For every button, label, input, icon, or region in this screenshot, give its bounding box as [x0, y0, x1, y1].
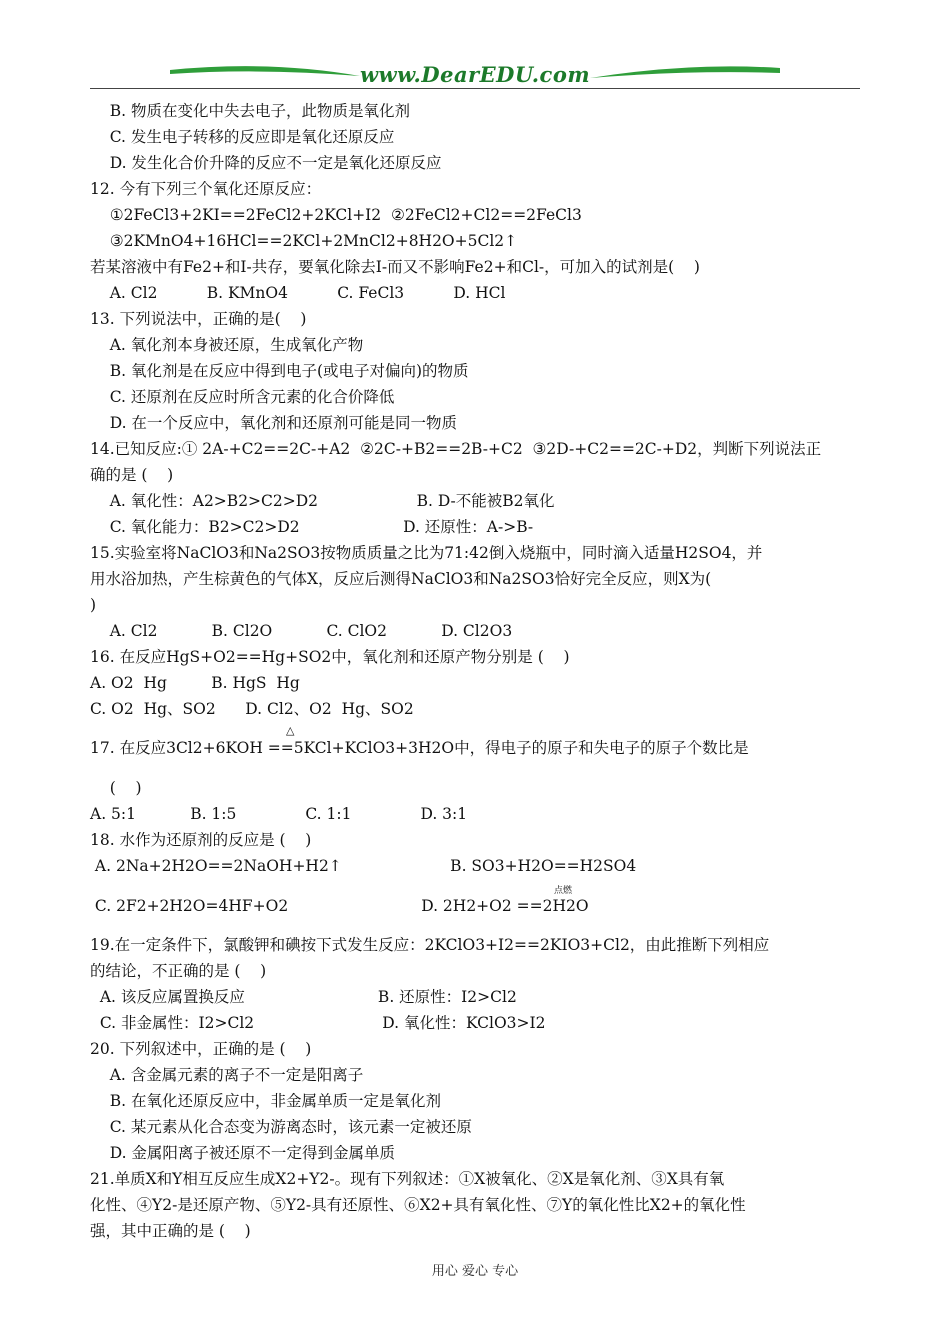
text-line: ( ): [90, 779, 142, 797]
text-line: C. 2F2+2H2O=4HF+O2 D. 2H2+O2 ==2H2O: [90, 897, 589, 915]
heat-mark: △: [286, 724, 295, 737]
text-line: 16. 在反应HgS+O2==Hg+SO2中，氧化剂和还原产物分别是 ( ): [90, 648, 570, 666]
text-line: 化性、④Y2-是还原产物、⑤Y2-具有还原性、⑥X2+具有氧化性、⑦Y的氧化性比X2+的氧化性: [90, 1196, 746, 1214]
text-line: C. 非金属性：I2>Cl2 D. 氧化性：KClO3>I2: [90, 1014, 546, 1032]
text-line: B. 氧化剂是在反应中得到电子(或电子对偏向)的物质: [90, 362, 469, 380]
text-line: C. 氧化能力：B2>C2>D2 D. 还原性：A->B-: [90, 518, 534, 536]
text-line: ③2KMnO4+16HCl==2KCl+2MnCl2+8H2O+5Cl2↑: [90, 232, 518, 250]
text-line: D. 发生化合价升降的反应不一定是氧化还原反应: [90, 154, 442, 172]
page-footer: 用心 爱心 专心: [431, 1264, 519, 1279]
text-line: C. 某元素从化合态变为游离态时，该元素一定被还原: [90, 1118, 472, 1136]
text-line: D. 在一个反应中，氧化剂和还原剂可能是同一物质: [90, 414, 457, 432]
header-logo-banner: [90, 58, 860, 92]
text-line: A. 5:1 B. 1:5 C. 1:1 D. 3:1: [90, 805, 468, 823]
text-line: C. 发生电子转移的反应即是氧化还原反应: [90, 128, 395, 146]
text-line: A. 氧化剂本身被还原，生成氧化产物: [90, 336, 364, 354]
text-line: 12. 今有下列三个氧化还原反应：: [90, 180, 322, 198]
text-line: A. 含金属元素的离子不一定是阳离子: [90, 1066, 364, 1084]
text-line: 18. 水作为还原剂的反应是 ( ): [90, 831, 312, 849]
text-line: 用水浴加热，产生棕黄色的气体X，反应后测得NaClO3和Na2SO3恰好完全反应，则X为(: [90, 570, 712, 588]
text-line: 若某溶液中有Fe2+和I-共存，要氧化除去I-而又不影响Fe2+和Cl-，可加入的试剂是( ): [90, 258, 700, 276]
text-line: C. O2 Hg、SO2 D. Cl2、O2 Hg、SO2: [90, 700, 414, 718]
text-line: 强，其中正确的是 ( ): [90, 1222, 251, 1240]
text-line: C. 还原剂在反应时所含元素的化合价降低: [90, 388, 395, 406]
text-line: 17. 在反应3Cl2+6KOH ==5KCl+KClO3+3H2O中，得电子的原子和失电子的原子个数比是: [90, 739, 749, 757]
text-line: A. 该反应属置换反应 B. 还原性：I2>Cl2: [90, 988, 517, 1006]
ignite-mark: 点燃: [554, 886, 573, 896]
text-line: 13. 下列说法中，正确的是( ): [90, 310, 307, 328]
text-line: 20. 下列叙述中，正确的是 ( ): [90, 1040, 312, 1058]
text-line: A. O2 Hg B. HgS Hg: [90, 674, 300, 692]
text-line: 的结论，不正确的是 ( ): [90, 962, 267, 980]
text-line: ①2FeCl3+2KI==2FeCl2+2KCl+I2 ②2FeCl2+Cl2==2FeCl3: [90, 206, 582, 224]
text-line: B. 在氧化还原反应中，非金属单质一定是氧化剂: [90, 1092, 441, 1110]
text-line: 确的是 ( ): [90, 466, 174, 484]
text-line: B. 物质在变化中失去电子，此物质是氧化剂: [90, 102, 410, 120]
text-line: 15.实验室将NaClO3和Na2SO3按物质质量之比为71:42倒入烧瓶中，同时滴入适量H2SO4，并: [90, 544, 763, 562]
text-line: 21.单质X和Y相互反应生成X2+Y2-。现有下列叙述：①X被氧化、②X是氧化剂、③X具有氧: [90, 1170, 725, 1188]
text-line: D. 金属阳离子被还原不一定得到金属单质: [90, 1144, 395, 1162]
text-line: 14.已知反应:① 2A-+C2==2C-+A2 ②2C-+B2==2B-+C2 ③2D-+C2==2C-+D2，判断下列说法正: [90, 440, 822, 458]
text-line: A. 2Na+2H2O==2NaOH+H2↑ B. SO3+H2O==H2SO4: [90, 857, 637, 875]
text-line: A. Cl2 B. Cl2O C. ClO2 D. Cl2O3: [90, 622, 513, 640]
site-logo-text[interactable]: www.DearEDU.com: [359, 62, 591, 87]
text-line: A. 氧化性：A2>B2>C2>D2 B. D-不能被B2氧化: [90, 492, 555, 510]
text-line: ): [90, 596, 97, 614]
text-line: A. Cl2 B. KMnO4 C. FeCl3 D. HCl: [90, 284, 506, 302]
header-divider: [90, 88, 860, 89]
text-line: 19.在一定条件下，氯酸钾和碘按下式发生反应：2KClO3+I2==2KIO3+Cl2，由此推断下列相应: [90, 936, 770, 954]
